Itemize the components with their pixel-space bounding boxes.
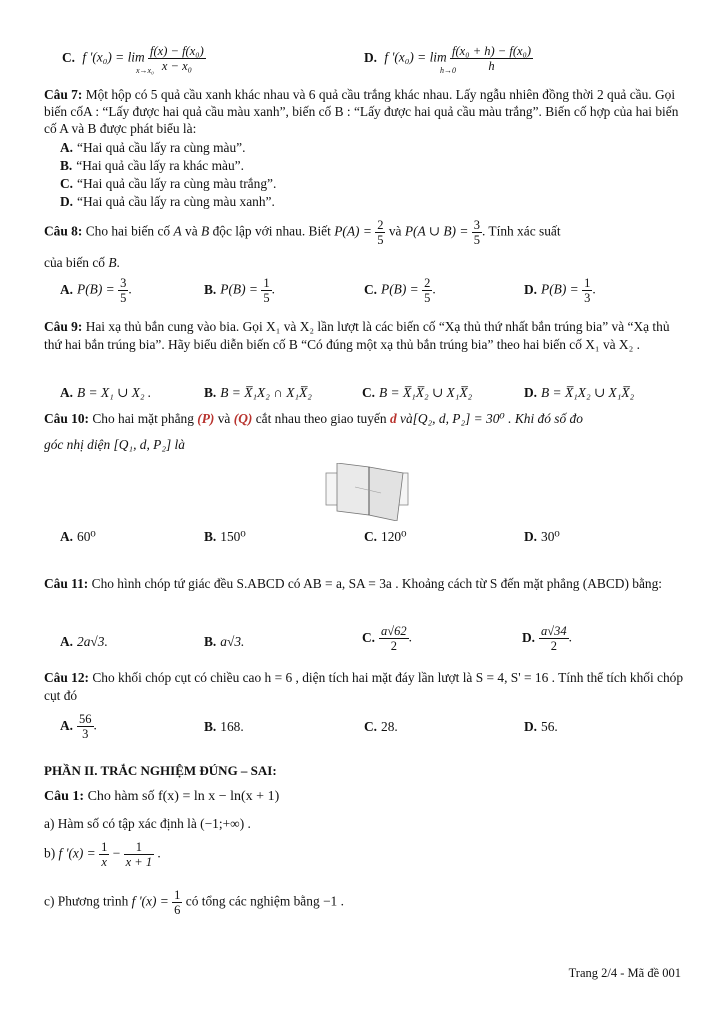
question-10-cont: góc nhị diện [Q₁, d, P₂] là	[44, 437, 185, 452]
q12-option-c: C. 28.	[364, 719, 398, 734]
q6-option-d: D. f '(x₀) = lim $\frac{\text{f(x₀ + h) − f(x₀)}}{h}$ h→0	[364, 44, 532, 75]
question-8: Câu 8: Cho hai biến cố A và B độc lập với nhau. Biết P(A) = $\frac{2}{5}$ và P(A ∪ B) = $\frac{3}{5}$ . Tính xác suất	[44, 218, 561, 247]
q6-option-c: C. f '(x₀) = lim $\frac{\text{f(x) − f(x₀)}}{\text{x − x₀}}$ x→x₀	[62, 44, 204, 75]
q8-pa-fraction: $\frac{2}{5}$	[377, 218, 384, 247]
q6-d-fraction: $\frac{\text{f(x₀ + h) − f(x₀)}}{h}$	[452, 44, 532, 73]
q7-option-a: A. “Hai quả cầu lấy ra cùng màu”.	[60, 140, 246, 155]
part2-question-1: Câu 1: Cho hàm số f(x) = ln x − ln(x + 1)	[44, 789, 280, 804]
question-11: Câu 11: Cho hình chóp tứ giác đều S.ABCD có AB = a, SA = 3a . Khoảng cách từ S đến mặt phẳng (ABCD) bằng:	[44, 576, 663, 591]
q10-option-d: D. 30⁰	[524, 529, 560, 544]
q11-option-d: D. $\frac{a√34}{2}$ .	[522, 624, 573, 653]
q12-option-a: A. $\frac{56}{3}$ .	[60, 712, 97, 741]
q11-option-c: C. $\frac{a√62}{2}$ .	[362, 624, 413, 653]
q6-c-fraction: $\frac{\text{f(x) − f(x₀)}}{\text{x − x₀}}$	[150, 44, 204, 73]
part2-statement-b: b) f '(x) = $\frac{1}{x}$ − $\frac{1}{x + 1}$ .	[44, 840, 161, 869]
q11-option-b: B. a√3.	[204, 634, 245, 649]
q7-option-c: C. “Hai quả cầu lấy ra cùng màu trắng”.	[60, 176, 277, 191]
question-8-cont: của biến cố B.	[44, 255, 120, 270]
dihedral-figure	[325, 463, 409, 521]
question-10: Câu 10: Cho hai mặt phẳng (P) và (Q) cắt nhau theo giao tuyến d và[Q₂, d, P₂] = 30⁰ . Khi đó số đo	[44, 411, 583, 426]
q8-option-b: B. P(B) = $\frac{1}{5}$ .	[204, 276, 275, 305]
q8-option-c: C. P(B) = $\frac{2}{5}$ .	[364, 276, 436, 305]
q8-option-d: D. P(B) = $\frac{1}{3}$ .	[524, 276, 596, 305]
q9-option-d: D. B = X̅₁X₂ ∪ X₁X̅₂	[524, 385, 635, 400]
q7-option-b: B. “Hai quả cầu lấy ra khác màu”.	[60, 158, 244, 173]
part2-statement-a: a) Hàm số có tập xác định là (−1;+∞) .	[44, 816, 251, 831]
q11-option-a: A. 2a√3.	[60, 634, 108, 649]
part2-statement-c: c) Phương trình f '(x) = $\frac{1}{6}$ có tổng các nghiệm bằng −1 .	[44, 888, 344, 917]
q8-pab-fraction: $\frac{3}{5}$	[473, 218, 480, 247]
q7-option-d: D. “Hai quả cầu lấy ra cùng màu xanh”.	[60, 194, 275, 209]
q9-option-c: C. B = X̅₁X̅₂ ∪ X₁X̅₂	[362, 385, 473, 400]
q12-option-b: B. 168.	[204, 719, 244, 734]
q9-option-a: A. B = X₁ ∪ X₂ .	[60, 385, 152, 400]
page-footer: Trang 2/4 - Mã đề 001	[568, 966, 681, 980]
q10-option-a: A. 60⁰	[60, 529, 96, 544]
plane-p	[369, 467, 403, 521]
q12-option-d: D. 56.	[524, 719, 558, 734]
question-12: Câu 12: Cho khối chóp cụt có chiều cao h = 6 , diện tích hai mặt đáy lần lượt là S = 4, S' = 16 . Tính thể tích khối chóp cụt đó	[44, 670, 684, 703]
q8-option-a: A. P(B) = $\frac{3}{5}$ .	[60, 276, 132, 305]
q10-option-b: B. 150⁰	[204, 529, 246, 544]
q10-option-c: C. 120⁰	[364, 529, 407, 544]
q9-option-b: B. B = X̅₁X₂ ∩ X₁X̅₂	[204, 385, 312, 400]
question-9: Câu 9: Hai xạ thủ bắn cung vào bia. Gọi X₁ và X₂ lần lượt là các biến cố “Xạ thủ thứ nhất bắn trúng bia” và “Xạ thủ thứ hai bắn trúng bia”. Hãy biểu diễn biến cố B “Có đúng một xạ thủ bắn trúng bia” theo hai biến cố X₁ và X₂ .	[44, 319, 670, 352]
question-7: Câu 7: Một hộp có 5 quả cầu xanh khác nhau và 6 quả cầu trắng khác nhau. Lấy ngẫu nhiên đồng thời 2 quả cầu. Gọi biến cốA : “Lấy được hai quả cầu màu xanh”, biến cố B : “Lấy được hai quả cầu màu trắng”. Biến cố hợp của hai biến cố A và B được phát biểu là:	[44, 87, 679, 136]
part-2-heading: PHẦN II. TRẮC NGHIỆM ĐÚNG – SAI:	[44, 763, 277, 778]
